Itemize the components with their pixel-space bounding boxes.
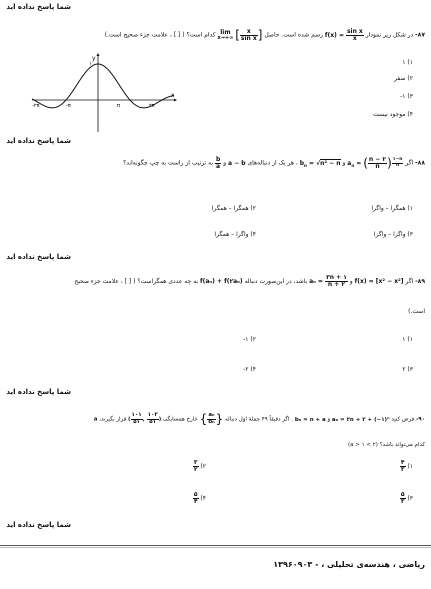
option-2[interactable]: ۲) ۱- xyxy=(243,336,256,343)
option-3[interactable]: ۳) $\frac{۵}{۳}$ xyxy=(400,491,413,505)
footer-divider xyxy=(0,545,431,546)
option-1[interactable]: ۱) ۱ xyxy=(402,59,413,66)
bracket-fraction: $\frac{x}{\text{sin x}}$ xyxy=(240,27,257,42)
question-text: در شکل زیر نمودار xyxy=(365,31,414,39)
not-answered-label: شما پاسخ نداده اید xyxy=(6,253,71,261)
option-3[interactable]: ۳) ۱- xyxy=(400,93,413,100)
option-2[interactable]: ۲) همگرا – همگرا xyxy=(211,205,256,212)
not-answered-label: شما پاسخ نداده اید xyxy=(6,137,71,145)
question-88-stem: ۸۸- اگر $a_n$ = ( $\frac{n - ۲}{n}$ ) $\frac{۱-n}{n}$ و $b_n = √n^2 - n$ ، هر یک از دنباله‌های a − b و $\frac{b}{a}$ به ترتیب از راست به چپ چگونه‌اند؟ xyxy=(123,155,425,170)
not-answered-label: شما پاسخ نداده اید xyxy=(6,388,71,396)
x-tick-label: -π xyxy=(66,103,71,109)
question-90-tail: کدام می‌تواند باشد؟ (۲ > a > ۱) xyxy=(348,442,425,448)
x-tick-label: -۲π xyxy=(32,103,40,109)
footer-divider xyxy=(0,547,431,548)
question-text: رسم شده است. حاصل xyxy=(264,31,323,39)
x-axis-label: x xyxy=(171,92,175,99)
fraction: $\frac{\text{sin x}}{x}$ xyxy=(346,27,363,42)
y-tick-label: ۱ xyxy=(89,61,92,67)
option-2[interactable]: ۲) $\frac{۳}{۲}$ xyxy=(193,459,206,473)
option-4[interactable]: ۴) واگرا – همگرا xyxy=(214,231,256,238)
not-answered-label: شما پاسخ نداده اید xyxy=(6,521,71,529)
option-1[interactable]: ۱) همگرا – واگرا xyxy=(371,205,413,212)
question-text: کدام است؟ ( [ ] ، علامت جزء صحیح است.) xyxy=(104,31,216,39)
question-89-stem: ۸۹- اگر f(x) = [x² − x²] و aₙ = $\frac{۳n + ۱}{n + ۲}$ باشد، در این‌صورت دنباله f(aₙ) + f(۲aₙ) به چه عددی همگراست؟ ( [ ] ، علامت جزء صحیح xyxy=(74,274,425,288)
exam-code: ۱۳۹۶۰۹۰۳ xyxy=(273,560,313,569)
not-answered-label: شما پاسخ نداده اید xyxy=(6,3,71,11)
option-4[interactable]: ۴) موجود نیست xyxy=(373,111,413,118)
limit-operator: lim x→+∞ xyxy=(217,28,234,41)
sinx-over-x-graph xyxy=(28,52,178,134)
option-4[interactable]: ۴) ۲- xyxy=(243,366,256,373)
question-89-tail: است.) xyxy=(408,308,425,315)
option-2[interactable]: ۲) صفر xyxy=(394,75,413,82)
footer-title: ریاضی ، هندسه‌ی تحلیلی ، - ۱۳۹۶۰۹۰۳ xyxy=(273,560,425,569)
question-87-stem: ۸۷- در شکل زیر نمودار f(x) = $\frac{\text{sin x}}{x}$ رسم شده است. حاصل lim x→+∞ [ $\frac{x}{\text{sin x}}$ ] کدام است؟ ( [ ] ، علامت جزء صحیح است.) xyxy=(104,27,425,42)
option-3[interactable]: ۳) واگرا – واگرا xyxy=(373,231,413,238)
x-tick-label: π xyxy=(117,103,121,109)
option-4[interactable]: ۴) $\frac{۵}{۴}$ xyxy=(193,491,206,505)
question-90-stem: ۹۰- فرض کنید aₙ = ۲n + ۲ + (−۱)ⁿ و bₙ = n + a . اگر دقیقاً ۴۹ جملهٔ اول دنباله { $\frac{\text{aₙ}}{\text{bₙ}}$ } خارج همسایگی ( $\frac{۱۰۱}{۵۱}$ , $\frac{۱۰۳}{۵۱}$ ) قرار بگیرند، a xyxy=(93,412,425,426)
option-3[interactable]: ۳) ۲ xyxy=(402,366,413,373)
question-number: ۸۷- xyxy=(415,31,425,39)
x-tick-label: ۲π xyxy=(149,103,155,109)
function-lhs: f(x) = xyxy=(324,31,345,39)
option-1[interactable]: ۱) $\frac{۴}{۳}$ xyxy=(400,459,413,473)
y-axis-label: y xyxy=(92,55,96,62)
option-1[interactable]: ۱) ۱ xyxy=(402,336,413,343)
